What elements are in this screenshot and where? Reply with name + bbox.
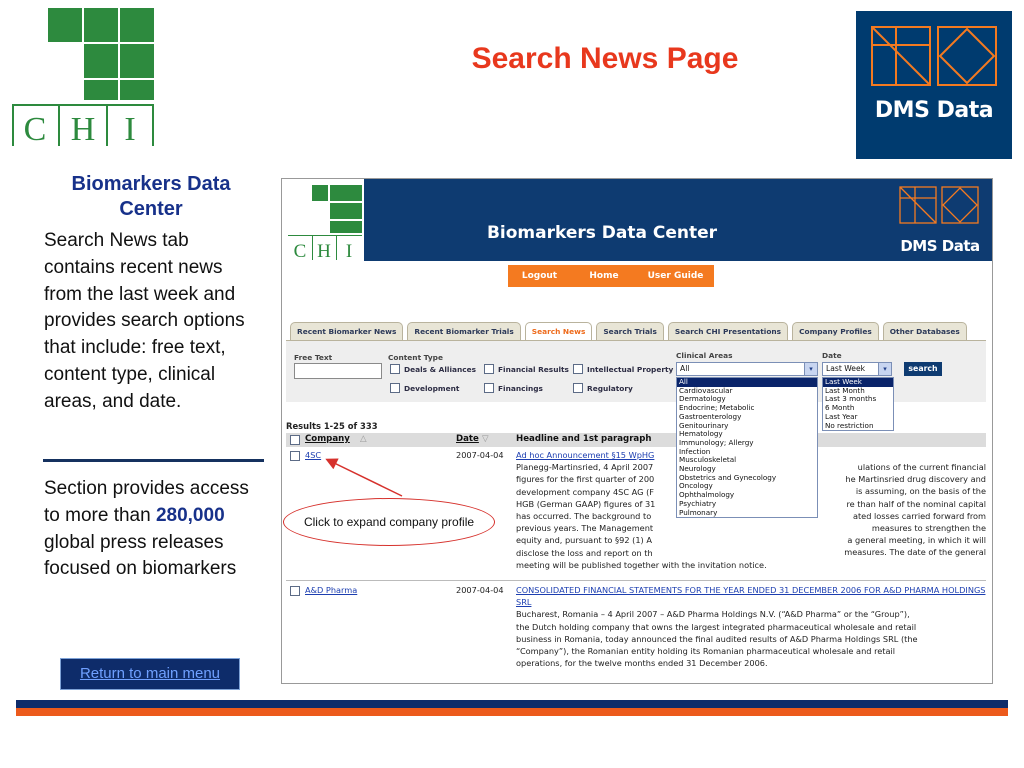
access-prefix: Section provides access to more than xyxy=(44,478,249,526)
dropdown-option[interactable]: 6 Month xyxy=(825,403,855,413)
select-all-checkbox[interactable] xyxy=(290,435,300,445)
checkbox-intellectual-property[interactable]: Intellectual Property xyxy=(573,364,673,374)
checkbox-development[interactable]: Development xyxy=(390,383,459,393)
clinical-areas-select[interactable]: All ▾ xyxy=(676,362,818,376)
dropdown-option[interactable]: Last Month xyxy=(825,385,865,395)
tab-search-trials[interactable]: Search Trials xyxy=(596,322,664,340)
section-title: Biomarkers Data Center xyxy=(71,173,231,220)
results-count: Results 1-25 of 333 xyxy=(286,421,378,431)
nav-user-guide[interactable]: User Guide xyxy=(637,265,714,287)
dms-data-logo xyxy=(856,11,1012,159)
search-news-description: Search News tab contains recent news from the last week and provides search options that include: free text, content type, clinical areas, and date. xyxy=(44,230,245,412)
clinical-areas-label: Clinical Areas xyxy=(676,351,733,360)
dropdown-option[interactable]: Endocrine; Metabolic xyxy=(679,403,755,413)
svg-text:C: C xyxy=(23,111,47,148)
chi-logo xyxy=(12,8,154,148)
dropdown-option[interactable]: Hematology xyxy=(679,429,723,439)
table-row xyxy=(286,584,986,682)
return-to-main-menu-button[interactable]: Return to main menu xyxy=(60,658,240,690)
checkbox-deals-alliances[interactable]: Deals & Alliances xyxy=(390,364,476,374)
dropdown-option[interactable]: Oncology xyxy=(679,481,713,491)
content-type-label: Content Type xyxy=(388,353,443,362)
callout-expand-company-profile: Click to expand company profile xyxy=(283,498,495,546)
headline-link[interactable]: Ad hoc Announcement §15 WpHG xyxy=(516,450,655,460)
nav-home[interactable]: Home xyxy=(571,265,637,287)
footer-bar-navy xyxy=(16,700,1008,708)
access-highlight: 280,000 xyxy=(155,504,225,526)
column-company[interactable]: Company xyxy=(305,434,350,444)
app-header xyxy=(282,179,993,261)
svg-text:I: I xyxy=(345,241,353,261)
checkbox-financial-results[interactable]: Financial Results xyxy=(484,364,569,374)
dropdown-option[interactable]: Neurology xyxy=(679,464,716,474)
app-tabs xyxy=(290,322,967,340)
clinical-areas-dropdown xyxy=(676,377,818,518)
company-link[interactable]: A&D Pharma xyxy=(305,585,358,595)
free-text-input[interactable] xyxy=(294,363,382,379)
dropdown-option[interactable]: Musculoskeletal xyxy=(679,455,737,465)
date-dropdown xyxy=(822,377,894,431)
dropdown-option[interactable]: All xyxy=(677,378,817,387)
row-date: 2007-04-04 xyxy=(456,450,504,460)
free-text-label: Free Text xyxy=(294,353,333,362)
tab-search-news[interactable]: Search News xyxy=(525,322,593,340)
dropdown-option[interactable]: Dermatology xyxy=(679,394,726,404)
dropdown-option[interactable]: Last Week xyxy=(823,378,893,387)
row-text-right: ulations of the current financial he Martinsried drug discovery and is assuming, on the basis of the re than half of the nominal capital ated losses carried forward from measures to strengthen the a general meeting, in which it will measures. The date of the general xyxy=(844,462,986,558)
tab-search-chi-presentations[interactable]: Search CHI Presentations xyxy=(668,322,788,340)
date-label: Date xyxy=(822,351,842,360)
dropdown-option[interactable]: Last 3 months xyxy=(825,394,877,404)
app-dms-text: DMS Data xyxy=(900,237,980,255)
column-date[interactable]: Date xyxy=(456,434,479,444)
sort-icon: △ xyxy=(360,434,367,444)
app-title: Biomarkers Data Center xyxy=(486,223,718,243)
company-link[interactable]: 4SC xyxy=(305,450,322,460)
dropdown-option[interactable]: Last Year xyxy=(825,411,858,421)
row-checkbox[interactable] xyxy=(290,586,300,596)
svg-text:H: H xyxy=(70,111,96,148)
dropdown-option[interactable]: Pulmonary xyxy=(679,507,718,517)
dropdown-option[interactable]: Obstetrics and Gynecology xyxy=(679,472,777,482)
results-table-header xyxy=(286,433,986,447)
tab-company-profiles[interactable]: Company Profiles xyxy=(792,322,879,340)
checkbox-regulatory[interactable]: Regulatory xyxy=(573,383,633,393)
checkbox-financings[interactable]: Financings xyxy=(484,383,543,393)
headline-link[interactable]: CONSOLIDATED FINANCIAL STATEMENTS FOR THE YEAR ENDED 31 DECEMBER 2006 FOR A&D PHARMA HOLDINGS SRL xyxy=(516,585,986,608)
access-description xyxy=(44,476,264,583)
chevron-down-icon: ▾ xyxy=(804,363,817,375)
chevron-down-icon: ▾ xyxy=(878,363,891,375)
search-button[interactable]: search xyxy=(904,362,942,376)
app-screenshot xyxy=(281,178,993,684)
row-body: CONSOLIDATED FINANCIAL STATEMENTS FOR THE YEAR ENDED 31 DECEMBER 2006 FOR A&D PHARMA HOLDINGS SRL Bucharest, Romania – 4 April 2007 – A&D Pharma Holdings N.V. (“A&D Pharma” or the “Group”), the Dutch holding company that owns the largest integrated pharmaceutical wholesale and retail business in Romania, today announced the final audited results of A&D Pharma Holdings SRL (the “Company”), the Romanian entity holding its Romanian pharmaceutical wholesale and retail operations, for the twelve months ended 31 December 2006. xyxy=(516,585,986,669)
footer-bar-orange xyxy=(16,708,1008,716)
tab-other-databases[interactable]: Other Databases xyxy=(883,322,967,340)
nav-logout[interactable]: Logout xyxy=(508,265,571,287)
column-headline: Headline and 1st paragraph xyxy=(516,434,652,444)
dropdown-option[interactable]: Genitourinary xyxy=(679,420,729,430)
left-column xyxy=(40,172,262,416)
svg-text:C: C xyxy=(293,241,307,261)
dropdown-option[interactable]: Ophthalmology xyxy=(679,490,735,500)
row-checkbox[interactable] xyxy=(290,451,300,461)
app-chi-logo xyxy=(288,185,362,261)
access-suffix: global press releases focused on biomarkers xyxy=(44,531,237,580)
dropdown-option[interactable]: Psychiatry xyxy=(679,498,717,508)
row-date: 2007-04-04 xyxy=(456,585,504,595)
divider xyxy=(43,459,264,462)
sort-icon: ▽ xyxy=(482,434,489,444)
dropdown-option[interactable]: Infection xyxy=(679,446,711,456)
row-body: Ad hoc Announcement §15 WpHG Planegg-Martinsried, 4 April 2007 figures for the first quarter of 200 development company 4SC AG (F HGB (German GAAP) figures of 31 has occurred. The background to previous years. The Management equity and, pursuant to §92 (1) A disclose the loss and report on th meeting will be published together with the invitation notice. xyxy=(516,450,767,570)
svg-text:H: H xyxy=(317,241,331,261)
svg-text:I: I xyxy=(124,111,136,148)
dropdown-option[interactable]: Gastroenterology xyxy=(679,411,742,421)
app-dms-logo xyxy=(892,181,988,261)
date-select[interactable]: Last Week ▾ xyxy=(822,362,892,376)
tab-recent-biomarker-trials[interactable]: Recent Biomarker Trials xyxy=(407,322,520,340)
dropdown-option[interactable]: Cardiovascular xyxy=(679,385,733,395)
dropdown-option[interactable]: Immunology; Allergy xyxy=(679,437,754,447)
slide-title: Search News Page xyxy=(471,42,739,75)
app-nav xyxy=(508,265,714,287)
tab-recent-biomarker-news[interactable]: Recent Biomarker News xyxy=(290,322,403,340)
dms-logo-text: DMS Data xyxy=(874,98,994,123)
dropdown-option[interactable]: No restriction xyxy=(825,420,874,430)
